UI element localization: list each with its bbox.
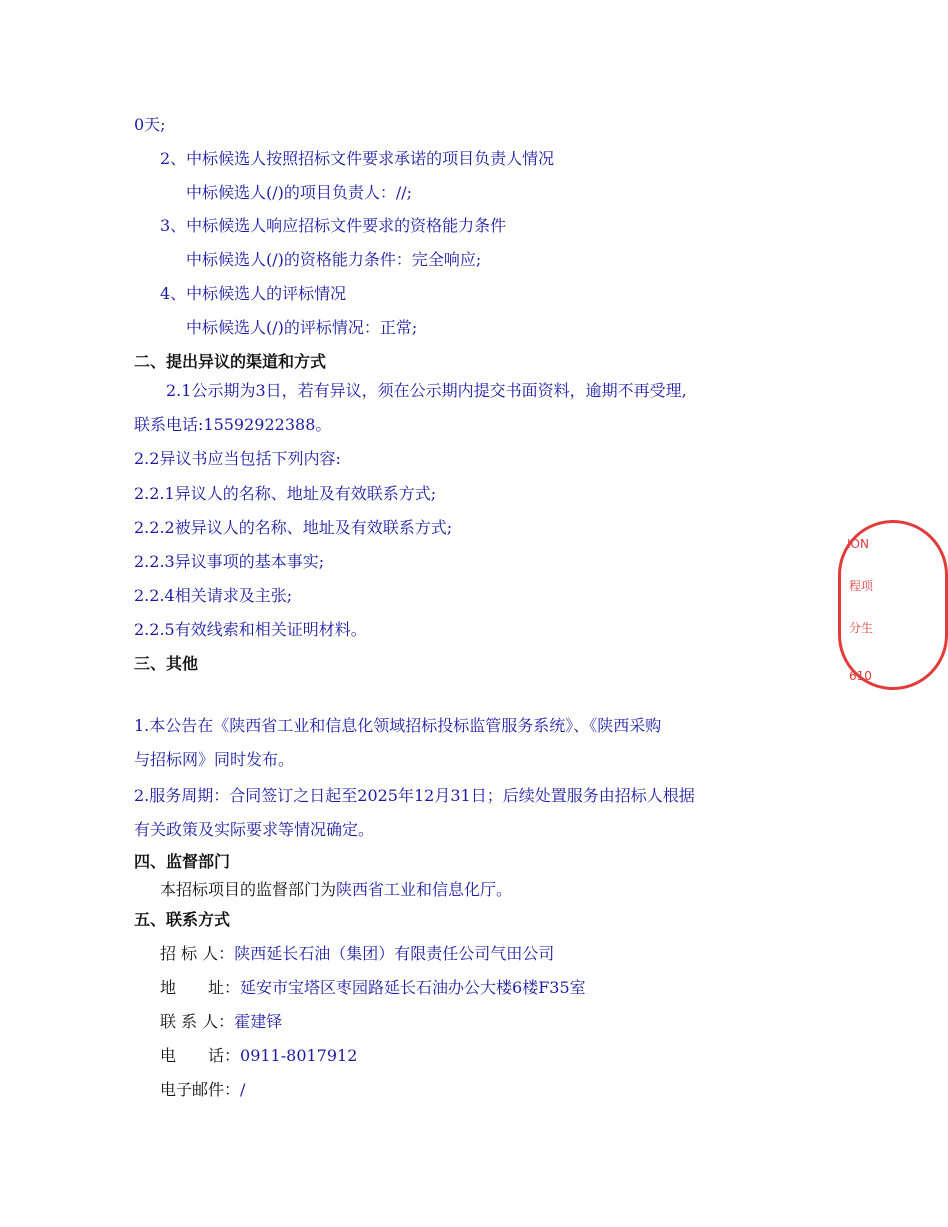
contact-label: 电 话：: [160, 1046, 241, 1065]
red-seal-stamp: [838, 520, 948, 690]
section-heading: 三、其他: [134, 654, 199, 673]
text-line: 2.1公示期为3日，若有异议，须在公示期内提交书面资料，逾期不再受理,: [166, 381, 687, 400]
contact-label: 地 址：: [160, 978, 241, 997]
section-heading: 二、提出异议的渠道和方式: [134, 352, 327, 371]
contact-label: 联 系 人：: [160, 1012, 235, 1031]
seal-text: 程项: [849, 579, 874, 593]
text-line: 有关政策及实际要求等情况确定。: [134, 820, 375, 839]
text-line: 4、中标候选人的评标情况: [160, 284, 347, 303]
text-line: 2.服务周期：合同签订之日起至2025年12月31日；后续处置服务由招标人根据: [134, 786, 695, 805]
section-heading: 五、联系方式: [134, 910, 231, 929]
contact-value: 0911-8017912: [240, 1046, 358, 1065]
text-line: 2.2异议书应当包括下列内容:: [134, 449, 341, 468]
contact-row: [160, 1012, 282, 1032]
text-line: [160, 880, 512, 900]
text-line: 2.2.4相关请求及主张;: [134, 586, 293, 605]
seal-text: 610: [849, 669, 872, 683]
text-line: 2.2.3异议事项的基本事实;: [134, 552, 325, 571]
contact-value: 陕西延长石油（集团）有限责任公司气田公司: [234, 944, 555, 963]
contact-label: 电子邮件：: [160, 1080, 241, 1099]
text-fragment: 陕西省工业和信息化厅。: [336, 880, 513, 899]
contact-value: /: [240, 1080, 246, 1099]
contact-label: 招 标 人：: [160, 944, 235, 963]
contact-row: [160, 1080, 245, 1100]
text-line: 中标候选人(/)的资格能力条件：完全响应;: [186, 250, 482, 269]
contact-value: 霍建铎: [234, 1012, 283, 1031]
text-line: 2.2.1异议人的名称、地址及有效联系方式;: [134, 484, 437, 503]
text-line: 2、中标候选人按照招标文件要求承诺的项目负责人情况: [160, 149, 555, 168]
text-line: 与招标网》同时发布。: [134, 750, 295, 769]
text-fragment: 本招标项目的监督部门为: [160, 880, 337, 899]
contact-row: [160, 944, 554, 964]
text-line: 联系电话:15592922388。: [134, 415, 332, 434]
text-line: 中标候选人(/)的评标情况：正常;: [186, 318, 418, 337]
seal-text: ION: [847, 537, 869, 551]
text-line: 1.本公告在《陕西省工业和信息化领域招标投标监管服务系统》、《陕西采购: [134, 716, 662, 735]
contact-value: 延安市宝塔区枣园路延长石油办公大楼6楼F35室: [240, 978, 586, 997]
text-line: 0天;: [134, 115, 166, 134]
seal-text: 分生: [849, 621, 874, 635]
contact-row: [160, 1046, 357, 1066]
text-line: 3、中标候选人响应招标文件要求的资格能力条件: [160, 216, 507, 235]
contact-row: [160, 978, 586, 998]
section-heading: 四、监督部门: [134, 852, 231, 871]
text-line: 2.2.5有效线索和相关证明材料。: [134, 620, 367, 639]
text-line: 2.2.2被异议人的名称、地址及有效联系方式;: [134, 518, 453, 537]
text-line: 中标候选人(/)的项目负责人：//;: [186, 183, 413, 202]
